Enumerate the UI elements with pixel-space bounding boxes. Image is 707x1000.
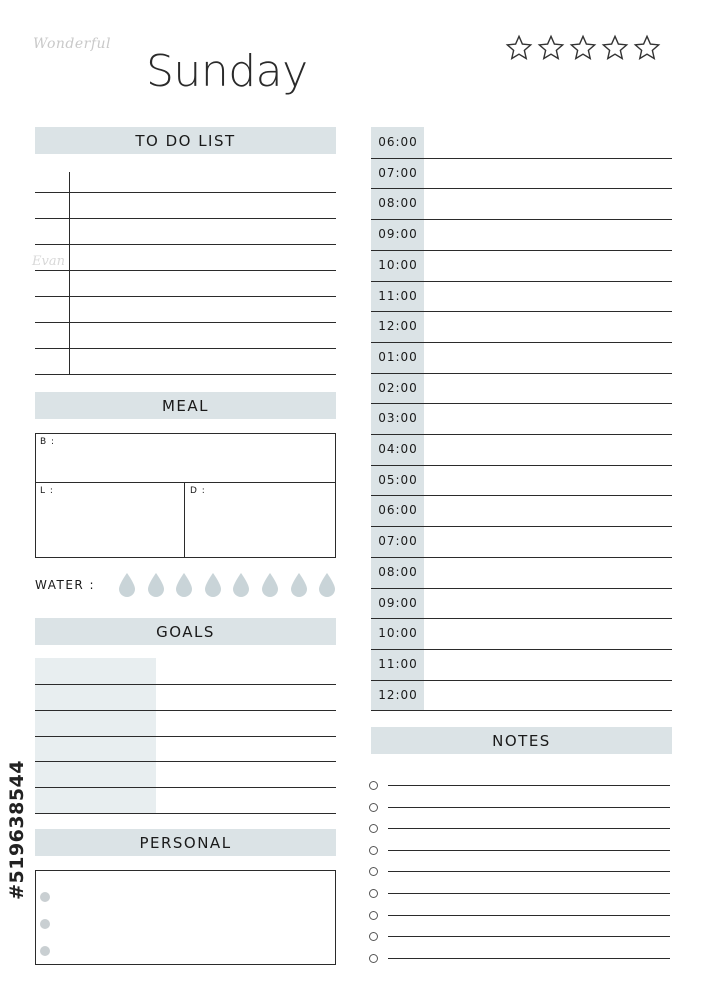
todo-divider [69,172,70,374]
todo-label: TO DO LIST [135,131,236,150]
breakfast-label: B : [40,437,56,447]
water-drop-icon[interactable] [118,572,136,598]
personal-label: PERSONAL [139,833,232,852]
schedule-row-line [371,342,672,343]
goal-row-line [35,736,336,737]
goals-label: GOALS [156,622,215,641]
todo-row-line [35,374,336,375]
bullet-dot [40,946,50,956]
todo-row-line [35,296,336,297]
note-row-line [388,850,670,851]
schedule-row-line [371,680,672,681]
note-row-line [388,828,670,829]
schedule-time: 07:00 [378,165,418,180]
note-checkbox-icon[interactable] [369,803,378,812]
star-icon[interactable] [633,34,661,62]
schedule-row-line [371,557,672,558]
water-drop-icon[interactable] [232,572,250,598]
goal-row-line [35,710,336,711]
goal-row-line [35,787,336,788]
schedule-time: 03:00 [378,411,418,426]
schedule-row-line [371,158,672,159]
goal-row-line [35,761,336,762]
todo-header [35,127,336,154]
schedule-time: 02:00 [378,380,418,395]
schedule-time: 05:00 [378,472,418,487]
schedule-row-line [371,219,672,220]
note-checkbox-icon[interactable] [369,911,378,920]
schedule-time: 08:00 [378,564,418,579]
schedule-row-line [371,618,672,619]
schedule-row-line [371,373,672,374]
star-icon[interactable] [601,34,629,62]
schedule-time: 09:00 [378,227,418,242]
meal-label: MEAL [161,396,210,415]
schedule-time: 11:00 [378,656,418,671]
meal-divider-h [35,482,336,483]
note-checkbox-icon[interactable] [369,932,378,941]
meal-divider-v [184,482,185,558]
schedule-row-line [371,649,672,650]
star-icon[interactable] [569,34,597,62]
note-row-line [388,893,670,894]
meal-box[interactable] [35,433,336,558]
water-drop-icon[interactable] [175,572,193,598]
schedule-time: 10:00 [378,626,418,641]
personal-box[interactable] [35,870,336,965]
schedule-row-line [371,311,672,312]
bullet-dot [40,919,50,929]
schedule-time: 10:00 [378,257,418,272]
note-row-line [388,871,670,872]
note-checkbox-icon[interactable] [369,846,378,855]
water-drop-icon[interactable] [261,572,279,598]
todo-row-line [35,322,336,323]
bullet-dot [40,892,50,902]
schedule-time: 01:00 [378,349,418,364]
todo-row-line [35,192,336,193]
meal-header [35,392,336,419]
schedule-row-line [371,281,672,282]
schedule-row-line [371,465,672,466]
star-icon[interactable] [505,34,533,62]
schedule-row-line [371,588,672,589]
stock-image-id: #519638544 [6,760,28,900]
todo-row-line [35,244,336,245]
water-tracker[interactable] [118,572,336,598]
water-drop-icon[interactable] [318,572,336,598]
schedule-time: 11:00 [378,288,418,303]
schedule-time: 04:00 [378,442,418,456]
todo-row-line [35,218,336,219]
schedule-time: 07:00 [378,534,418,549]
todo-row-line [35,348,336,349]
goal-row-line [35,684,336,685]
water-drop-icon[interactable] [290,572,308,598]
schedule-row-line [371,526,672,527]
note-row-line [388,915,670,916]
notes-label: NOTES [492,731,551,750]
star-icon[interactable] [537,34,565,62]
watermark-text: Evan [32,254,65,269]
schedule-row-line [371,434,672,435]
note-checkbox-icon[interactable] [369,781,378,790]
note-checkbox-icon[interactable] [369,867,378,876]
schedule-row-line [371,710,672,711]
rating-stars[interactable] [505,34,661,62]
schedule-time: 12:00 [378,319,418,334]
water-drop-icon[interactable] [147,572,165,598]
subtitle-wonderful: Wonderful [33,36,111,52]
goal-row-line [35,813,336,814]
note-row-line [388,785,670,786]
schedule-row-line [371,403,672,404]
note-checkbox-icon[interactable] [369,889,378,898]
note-checkbox-icon[interactable] [369,824,378,833]
note-row-line [388,936,670,937]
page-title: Sunday [146,46,308,97]
water-drop-icon[interactable] [204,572,222,598]
goals-header [35,618,336,645]
schedule-time: 08:00 [378,196,418,211]
schedule-row-line [371,250,672,251]
schedule-time: 06:00 [378,135,418,149]
schedule-time: 12:00 [378,687,418,702]
water-label: WATER : [35,578,96,592]
dinner-label: D : [190,486,206,496]
note-row-line [388,958,670,959]
notes-header [371,727,672,754]
lunch-label: L : [40,486,54,496]
personal-header [35,829,336,856]
schedule-row-line [371,495,672,496]
note-row-line [388,807,670,808]
schedule-time: 09:00 [378,595,418,610]
schedule-time: 06:00 [378,503,418,518]
todo-row-line [35,270,336,271]
note-checkbox-icon[interactable] [369,954,378,963]
schedule-row-line [371,188,672,189]
